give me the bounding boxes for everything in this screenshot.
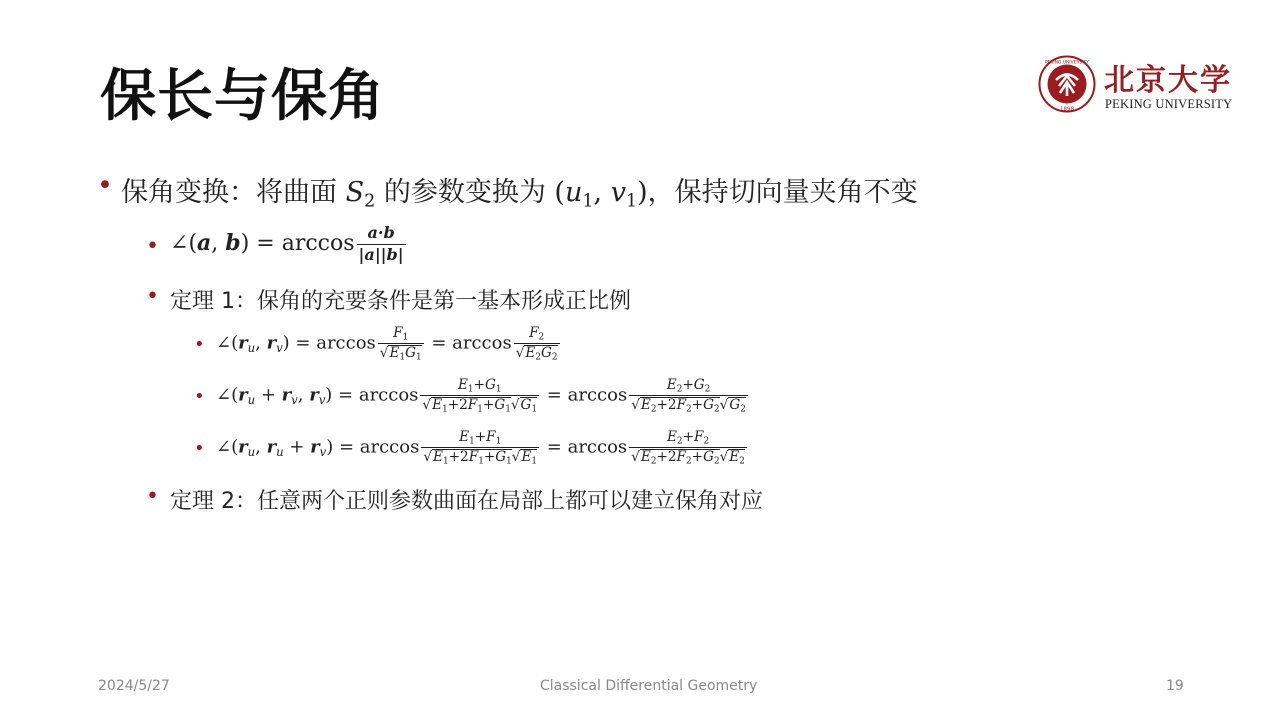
frac-denominator: |a||b|	[358, 244, 404, 264]
university-logo	[1038, 55, 1238, 117]
math-S: S	[345, 177, 365, 208]
bullet-dot: •	[194, 334, 205, 355]
math-u: u	[564, 177, 583, 208]
bullet-dot: •	[146, 484, 159, 509]
text-mid: 的参数变换为	[375, 177, 555, 208]
footer-course: Classical Differential Geometry	[540, 678, 758, 694]
math-u-sub: 1	[582, 191, 594, 212]
bullet-dot: •	[194, 438, 205, 459]
bullet-dot: •	[194, 386, 205, 407]
footer-page-number: 19	[1166, 678, 1184, 694]
formula-angle-ru-rv: $\angle(r_u$, $r_v) = \arccos$ $\frac{F_1}{√E_1G_1}$ = arccos $\frac{F_2}{√E_2G_2}$	[216, 325, 558, 363]
text-prefix: 保角变换：将曲面	[121, 177, 337, 208]
text-suffix: ，保持切向量夹角不变	[647, 177, 918, 208]
formula-angle-definition: ∠(a, b) = arccos $\frac{a\cdot b}{|a||b|}$	[170, 223, 404, 264]
footer-date: 2024/5/27	[98, 678, 170, 694]
seal-year: 1898	[1060, 106, 1074, 113]
logo-chinese-name: 北京大学	[1104, 63, 1232, 98]
theorem-1: 定理 1：保角的充要条件是第一基本形成正比例	[170, 289, 631, 314]
bullet-dot: •	[97, 170, 113, 201]
frac-numerator: a·b	[357, 224, 406, 245]
math-S-sub: 2	[364, 191, 376, 212]
formula-angle-ru-ru-plus-rv: $\angle(r_u$, $r_u + r_v) = \arccos$ $\frac{E_1+F_1}{√E_1+2F_1+G_1√E_1}$ = arccos $\frac{E_2+F_2}{√E_2+2F_2+G_2√E_2}$	[216, 429, 745, 467]
logo-english-name: PEKING UNIVERSITY	[1105, 97, 1233, 111]
math-v-sub: 1	[625, 191, 638, 212]
university-seal-icon	[1038, 55, 1096, 113]
formula-angle-ru-plus-rv-rv: $\angle(r_u + r_v$, $r_v) = \arccos$ $\frac{E_1+G_1}{√E_1+2F_1+G_1√G_1}$ = arccos $\frac{E_2+G_2}{√E_2+2F_2+G_2√G_2}$	[216, 377, 746, 415]
bullet-conformal-definition: 保角变换：将曲面 $S_2$ 的参数变换为 ($u_1$, $v_1$)，保持切向量夹角不变	[121, 177, 918, 212]
seal-text: PEKING UNIVERSITY	[1045, 60, 1089, 66]
math-v: v	[610, 177, 626, 208]
bullet-dot: •	[146, 234, 159, 259]
bullet-dot: •	[146, 284, 159, 309]
slide-title: 保长与保角	[100, 64, 385, 129]
theorem-2: 定理 2：任意两个正则参数曲面在局部上都可以建立保角对应	[170, 489, 763, 514]
